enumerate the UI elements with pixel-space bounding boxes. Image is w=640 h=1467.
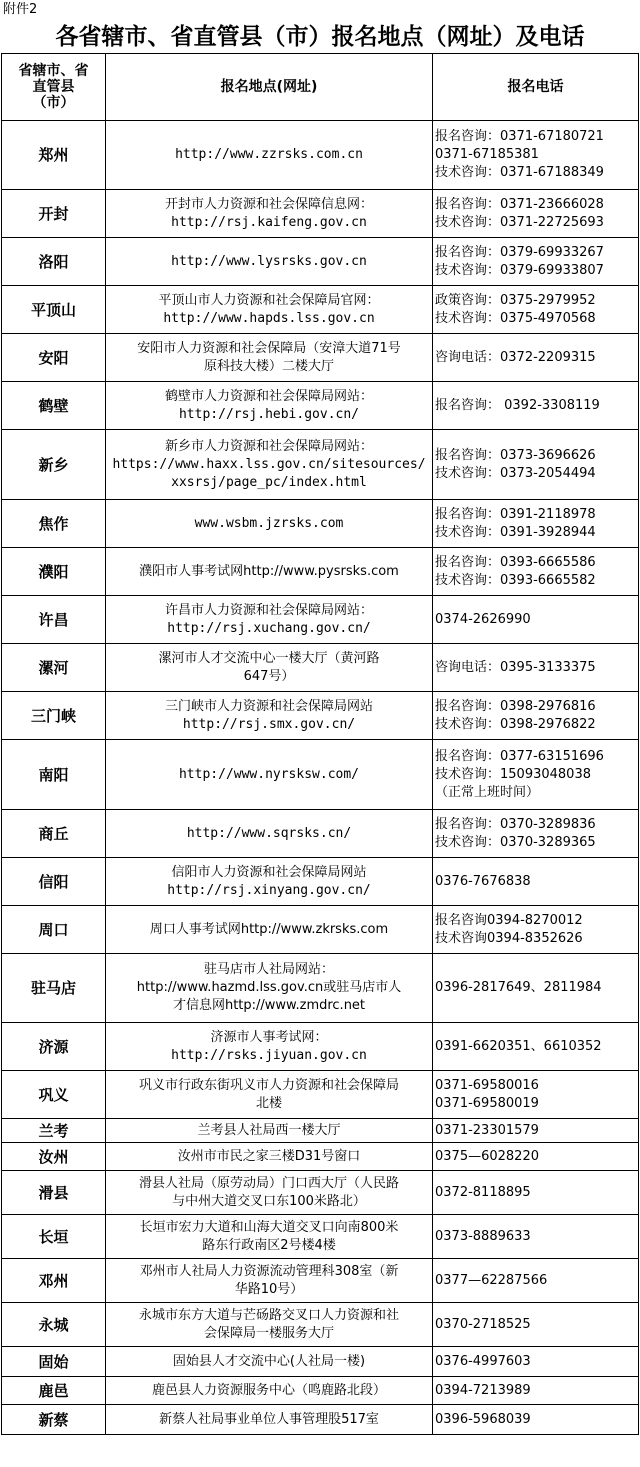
- phone-line: 报名咨询：0379-69933267: [435, 244, 604, 260]
- location-line: 原科技大楼）二楼大厅: [203, 358, 334, 374]
- city-cell: 南阳: [2, 740, 106, 810]
- phone-cell: [433, 954, 639, 1023]
- phone-cell: [433, 692, 639, 740]
- location-cell: [106, 1377, 433, 1405]
- city-cell: 郑州: [2, 121, 106, 190]
- city-cell: 滑县: [2, 1171, 106, 1215]
- table-row: [2, 644, 639, 692]
- city-cell: 焦作: [2, 500, 106, 548]
- city-cell: 汝州: [2, 1143, 106, 1171]
- location-line: xxsrsj/page_pc/index.html: [171, 474, 367, 490]
- location-line: http://rsj.xinyang.gov.cn/: [167, 882, 371, 898]
- location-cell: [106, 1259, 433, 1303]
- location-line: 才信息网http://www.zmdrc.net: [172, 998, 366, 1013]
- location-line: http://www.hapds.lss.gov.cn: [163, 310, 375, 326]
- phone-line: 技术咨询：15093048038: [435, 766, 591, 782]
- phone-line: 报名咨询： 0392-3308119: [435, 397, 600, 413]
- phone-line: 报名咨询：0398-2976816: [435, 698, 596, 714]
- registration-table: [1, 53, 639, 1435]
- phone-cell: [433, 1023, 639, 1071]
- location-line: 固始县人才交流中心(人社局一楼): [172, 1353, 366, 1369]
- table-header-row: [2, 54, 639, 121]
- phone-cell: [433, 500, 639, 548]
- location-line: 信阳市人力资源和社会保障局网站: [171, 864, 367, 880]
- phone-cell: [433, 1405, 639, 1435]
- location-line: 驻马店市人社局网站：: [203, 962, 334, 977]
- table-row: [2, 740, 639, 810]
- phone-line: 0391-6620351、6610352: [435, 1038, 602, 1054]
- table-row: [2, 810, 639, 858]
- location-line: 开封市人力资源和社会保障信息网：: [164, 196, 373, 212]
- location-line: 平顶山市人力资源和社会保障局官网：: [158, 292, 380, 308]
- phone-line: 0396-5968039: [435, 1411, 531, 1427]
- location-line: 长垣市宏力大道和山海大道交叉口向南800米: [139, 1219, 399, 1235]
- phone-line: 技术咨询：0370-3289365: [435, 834, 596, 850]
- location-cell: [106, 858, 433, 906]
- location-line: 邓州市人社局人力资源流动管理科308室（新: [139, 1263, 399, 1279]
- phone-line: 报名咨询：0371-23666028: [435, 196, 604, 212]
- location-line: https://www.haxx.lss.gov.cn/sitesources/: [112, 456, 426, 472]
- table-row: [2, 548, 639, 596]
- location-cell: [106, 596, 433, 644]
- phone-line: 0371-69580019: [435, 1095, 539, 1111]
- location-cell: [106, 1119, 433, 1143]
- phone-line: 技术咨询：0398-2976822: [435, 716, 596, 732]
- table-row: [2, 1071, 639, 1119]
- city-cell: 商丘: [2, 810, 106, 858]
- city-cell: 永城: [2, 1303, 106, 1347]
- location-line: 鹤壁市人力资源和社会保障局网站：: [164, 388, 373, 404]
- phone-line: 技术咨询：0391-3928944: [435, 524, 596, 540]
- city-cell: 鹤壁: [2, 382, 106, 430]
- phone-cell: [433, 1347, 639, 1377]
- phone-cell: [433, 286, 639, 334]
- location-cell: [106, 644, 433, 692]
- phone-cell: [433, 1171, 639, 1215]
- table-row: [2, 121, 639, 190]
- location-cell: [106, 382, 433, 430]
- location-line: www.wsbm.jzrsks.com: [194, 515, 344, 531]
- header-city: [2, 54, 106, 121]
- city-cell: 邓州: [2, 1259, 106, 1303]
- table-row: [2, 238, 639, 286]
- table-row: [2, 1023, 639, 1071]
- city-cell: 长垣: [2, 1215, 106, 1259]
- phone-line: 0396-2817649、2811984: [435, 980, 602, 995]
- location-line: http://www.hazmd.lss.gov.cn或驻马店市人: [136, 980, 402, 995]
- phone-cell: [433, 906, 639, 954]
- phone-cell: [433, 190, 639, 238]
- phone-line: 0371-23301579: [435, 1122, 539, 1138]
- city-cell: 信阳: [2, 858, 106, 906]
- table-row: [2, 334, 639, 382]
- location-cell: [106, 121, 433, 190]
- phone-line: 0374-2626990: [435, 611, 531, 627]
- annex-label: 附件2: [3, 2, 38, 17]
- table-row: [2, 1215, 639, 1259]
- location-line: 汝州市市民之家三楼D31号窗口: [177, 1148, 361, 1164]
- location-line: http://rsj.hebi.gov.cn/: [178, 406, 359, 422]
- location-line: http://www.zzrsks.com.cn: [175, 147, 363, 162]
- header-site: 报名地点(网址): [106, 54, 433, 121]
- phone-cell: [433, 740, 639, 810]
- city-cell: 驻马店: [2, 954, 106, 1023]
- location-cell: [106, 500, 433, 548]
- table-row: [2, 1119, 639, 1143]
- location-cell: [106, 692, 433, 740]
- table-row: [2, 1303, 639, 1347]
- location-line: 与中州大道交叉口东100米路北）: [172, 1193, 366, 1209]
- location-line: 华路10号）: [234, 1281, 304, 1297]
- header-city-line: 直管县: [32, 79, 75, 95]
- phone-cell: [433, 810, 639, 858]
- table-row: [2, 190, 639, 238]
- location-line: http://www.sqrsks.cn/: [186, 825, 352, 841]
- city-cell: 周口: [2, 906, 106, 954]
- phone-line: 报名咨询：0370-3289836: [435, 816, 596, 832]
- location-cell: [106, 548, 433, 596]
- phone-line: 0376-7676838: [435, 873, 531, 889]
- city-cell: 洛阳: [2, 238, 106, 286]
- location-line: 济源市人事考试网：: [210, 1029, 328, 1045]
- phone-line: 0376-4997603: [435, 1353, 531, 1369]
- location-line: http://www.lysrsks.gov.cn: [171, 253, 367, 269]
- phone-line: （正常上班时间）: [435, 784, 540, 800]
- city-cell: 平顶山: [2, 286, 106, 334]
- phone-line: 咨询电话：0372-2209315: [435, 349, 596, 365]
- location-line: 路东行政南区2号楼4楼: [202, 1237, 336, 1253]
- phone-line: 技术咨询0394-8352626: [435, 930, 583, 946]
- table-row: [2, 382, 639, 430]
- location-cell: [106, 286, 433, 334]
- phone-line: 0370-2718525: [435, 1316, 531, 1332]
- phone-cell: [433, 334, 639, 382]
- location-cell: [106, 1023, 433, 1071]
- phone-cell: [433, 548, 639, 596]
- phone-cell: [433, 238, 639, 286]
- location-line: http://rsj.smx.gov.cn/: [182, 716, 356, 732]
- table-row: [2, 1259, 639, 1303]
- table-row: [2, 906, 639, 954]
- location-line: 鹿邑县人力资源服务中心（鸣鹿路北段）: [151, 1382, 386, 1398]
- table-row: [2, 858, 639, 906]
- location-cell: [106, 430, 433, 500]
- phone-line: 报名咨询0394-8270012: [435, 912, 583, 928]
- document-title: 各省辖市、省直管县（市）报名地点（网址）及电话: [55, 24, 585, 50]
- location-cell: [106, 1405, 433, 1435]
- location-cell: [106, 1071, 433, 1119]
- location-line: 许昌市人力资源和社会保障局网站：: [164, 602, 373, 618]
- city-cell: 巩义: [2, 1071, 106, 1119]
- location-line: 三门峡市人力资源和社会保障局网站: [164, 698, 373, 714]
- phone-cell: [433, 1259, 639, 1303]
- table-row: [2, 692, 639, 740]
- phone-line: 0394-7213989: [435, 1382, 531, 1398]
- phone-line: 技术咨询：0393-6665582: [435, 572, 596, 588]
- phone-line: 报名咨询：0391-2118978: [435, 506, 596, 522]
- location-cell: [106, 238, 433, 286]
- table-row: [2, 596, 639, 644]
- location-line: 安阳市人力资源和社会保障局（安漳大道71号: [137, 340, 401, 356]
- table-row: [2, 1171, 639, 1215]
- location-cell: [106, 1303, 433, 1347]
- city-cell: 三门峡: [2, 692, 106, 740]
- location-cell: [106, 1143, 433, 1171]
- location-cell: [106, 1347, 433, 1377]
- city-cell: 安阳: [2, 334, 106, 382]
- location-line: 新乡市人力资源和社会保障局网站：: [164, 438, 373, 454]
- city-cell: 许昌: [2, 596, 106, 644]
- city-cell: 兰考: [2, 1119, 106, 1143]
- city-cell: 开封: [2, 190, 106, 238]
- city-cell: 鹿邑: [2, 1377, 106, 1405]
- table-row: [2, 1143, 639, 1171]
- location-line: http://www.nyrsksw.com/: [178, 766, 359, 782]
- phone-cell: [433, 1303, 639, 1347]
- phone-cell: [433, 644, 639, 692]
- header-city-line: 省辖市、省: [18, 63, 89, 79]
- location-line: http://rsj.kaifeng.gov.cn: [171, 214, 367, 230]
- city-cell: 固始: [2, 1347, 106, 1377]
- location-cell: [106, 906, 433, 954]
- city-cell: 新乡: [2, 430, 106, 500]
- table-row: [2, 500, 639, 548]
- location-line: 兰考县人社局西一楼大厅: [197, 1122, 341, 1138]
- location-line: 滑县人社局（原劳动局）门口西大厅（人民路: [138, 1175, 399, 1191]
- location-line: http://rsks.jiyuan.gov.cn: [171, 1047, 367, 1063]
- location-cell: [106, 740, 433, 810]
- table-row: [2, 1347, 639, 1377]
- table-row: [2, 954, 639, 1023]
- location-line: 新蔡人社局事业单位人事管理股517室: [159, 1411, 379, 1427]
- phone-line: 技术咨询：0371-67188349: [435, 165, 604, 180]
- location-line: 永城市东方大道与芒砀路交叉口人力资源和社: [138, 1307, 399, 1323]
- location-line: 濮阳市人事考试网http://www.pysrsks.com: [139, 563, 399, 579]
- table-row: [2, 430, 639, 500]
- city-cell: 漯河: [2, 644, 106, 692]
- phone-line: 0371-67185381: [435, 147, 539, 162]
- phone-line: 技术咨询：0379-69933807: [435, 262, 604, 278]
- phone-cell: [433, 1215, 639, 1259]
- location-line: http://rsj.xuchang.gov.cn/: [167, 620, 371, 636]
- phone-line: 技术咨询：0373-2054494: [435, 465, 596, 481]
- location-cell: [106, 954, 433, 1023]
- table-row: [2, 1405, 639, 1435]
- phone-cell: [433, 121, 639, 190]
- table-row: [2, 286, 639, 334]
- phone-cell: [433, 1143, 639, 1171]
- phone-line: 0375—6028220: [435, 1148, 539, 1164]
- location-line: 北楼: [255, 1095, 282, 1111]
- location-line: 巩义市行政东街巩义市人力资源和社会保障局: [138, 1077, 399, 1093]
- city-cell: 新蔡: [2, 1405, 106, 1435]
- table-row: [2, 1377, 639, 1405]
- header-phone: 报名电话: [433, 54, 639, 121]
- phone-line: 报名咨询：0371-67180721: [435, 129, 604, 144]
- location-cell: [106, 190, 433, 238]
- header-city-line: （市）: [32, 95, 75, 111]
- phone-cell: [433, 1377, 639, 1405]
- phone-cell: [433, 858, 639, 906]
- location-line: 647号）: [243, 668, 295, 684]
- location-cell: [106, 810, 433, 858]
- phone-line: 报名咨询：0393-6665586: [435, 554, 596, 570]
- location-cell: [106, 1215, 433, 1259]
- phone-line: 政策咨询：0375-2979952: [435, 292, 596, 308]
- phone-cell: [433, 1071, 639, 1119]
- phone-line: 0371-69580016: [435, 1077, 539, 1093]
- phone-cell: [433, 382, 639, 430]
- phone-line: 技术咨询：0371-22725693: [435, 214, 604, 230]
- phone-cell: [433, 596, 639, 644]
- location-cell: [106, 334, 433, 382]
- phone-line: 咨询电话：0395-3133375: [435, 659, 596, 675]
- phone-line: 报名咨询：0373-3696626: [435, 447, 596, 463]
- city-cell: 济源: [2, 1023, 106, 1071]
- phone-cell: [433, 1119, 639, 1143]
- city-cell: 濮阳: [2, 548, 106, 596]
- location-line: 周口人事考试网http://www.zkrsks.com: [149, 921, 389, 937]
- location-line: 漯河市人才交流中心一楼大厅（黄河路: [158, 650, 380, 666]
- phone-line: 0373-8889633: [435, 1228, 531, 1244]
- phone-line: 0372-8118895: [435, 1184, 531, 1200]
- phone-line: 报名咨询：0377-63151696: [435, 748, 604, 764]
- location-line: 会保障局一楼服务大厅: [203, 1325, 334, 1341]
- phone-line: 0377—62287566: [435, 1272, 548, 1288]
- location-cell: [106, 1171, 433, 1215]
- phone-cell: [433, 430, 639, 500]
- phone-line: 技术咨询：0375-4970568: [435, 310, 596, 326]
